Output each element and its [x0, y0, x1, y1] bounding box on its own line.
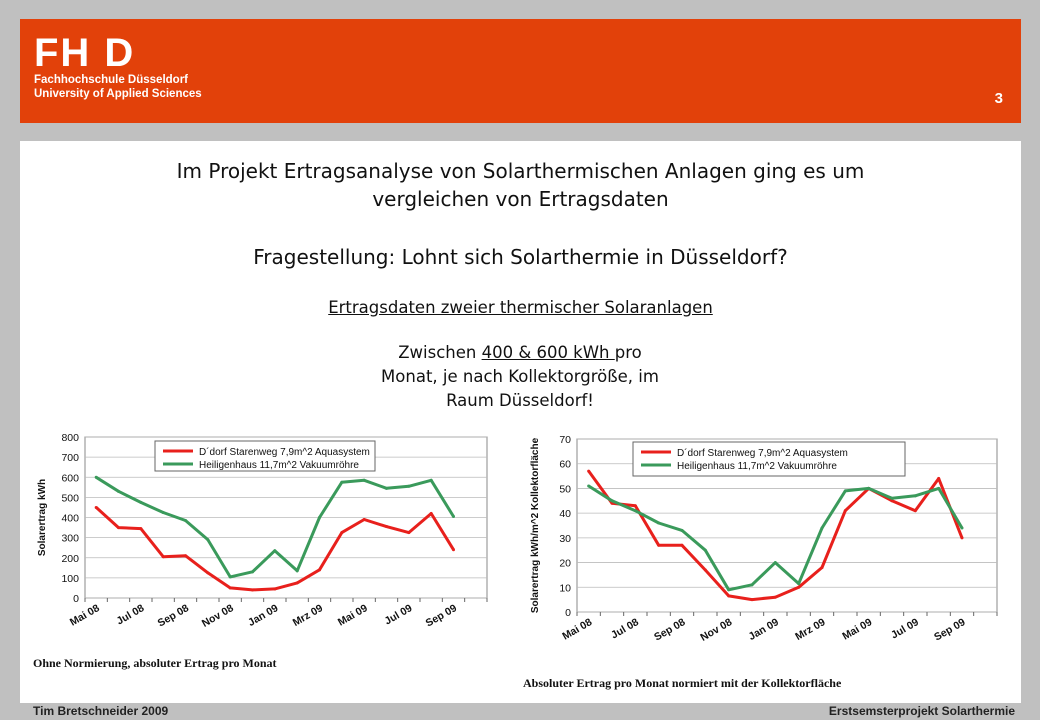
- x-tick-label: Jul 09: [382, 602, 415, 628]
- x-tick-label: Jan 09: [246, 602, 281, 629]
- data-point: [206, 571, 209, 574]
- footer-project: Erstsemsterprojekt Solarthermie: [828, 704, 1015, 718]
- x-tick-label: Mrz 09: [290, 602, 325, 629]
- y-tick-label: 200: [61, 552, 79, 565]
- x-tick-label: Jul 08: [609, 616, 641, 642]
- data-point: [704, 568, 707, 571]
- data-point: [430, 479, 433, 482]
- x-tick-label: Jul 08: [114, 602, 147, 628]
- data-point: [273, 587, 276, 590]
- y-tick-label: 10: [559, 582, 571, 595]
- data-point: [587, 484, 590, 487]
- data-point: [95, 476, 98, 479]
- legend-label: Heiligenhaus 11,7m^2 Vakuumröhre: [677, 461, 837, 472]
- y-tick-label: 70: [559, 434, 571, 446]
- data-point: [407, 531, 410, 534]
- data-point: [704, 549, 707, 552]
- fhd-logo: [34, 33, 202, 101]
- y-tick-label: 300: [61, 532, 79, 545]
- data-point: [340, 531, 343, 534]
- data-point: [139, 527, 142, 530]
- data-point: [821, 526, 824, 529]
- data-point: [363, 479, 366, 482]
- data-point: [751, 598, 754, 601]
- x-tick-label: Mai 08: [560, 616, 595, 643]
- logo-line-2: University of Applied Sciences: [34, 88, 202, 100]
- data-point: [117, 490, 120, 493]
- data-point: [229, 575, 232, 578]
- logo-letters: FH D: [34, 31, 136, 75]
- data-point: [634, 509, 637, 512]
- data-point: [774, 596, 777, 599]
- y-tick-label: 50: [559, 483, 571, 496]
- x-tick-label: Mai 09: [840, 616, 875, 643]
- data-point: [751, 583, 754, 586]
- data-point: [844, 509, 847, 512]
- y-tick-label: 700: [61, 452, 79, 465]
- question-text: Fragestellung: Lohnt sich Solarthermie in Düsseldorf?: [253, 245, 788, 269]
- data-point: [961, 526, 964, 529]
- x-tick-label: Mai 08: [67, 602, 102, 629]
- data-point: [430, 512, 433, 515]
- data-point: [229, 586, 232, 589]
- x-tick-label: Nov 08: [698, 616, 735, 644]
- y-tick-label: 30: [559, 532, 571, 545]
- chart-caption-normalized: Absoluter Ertrag pro Monat normiert mit der Kollektorfläche: [523, 676, 842, 690]
- data-point: [385, 487, 388, 490]
- x-tick-label: Mai 09: [335, 602, 370, 629]
- data-point: [184, 554, 187, 557]
- header-banner: [20, 19, 1021, 123]
- data-point: [407, 485, 410, 488]
- y-tick-label: 60: [559, 458, 571, 471]
- intro-line-1: Im Projekt Ertragsanalyse von Solarthermischen Anlagen ging es um: [176, 159, 865, 183]
- data-point: [797, 586, 800, 589]
- data-point: [117, 526, 120, 529]
- y-tick-label: 600: [61, 472, 79, 485]
- data-point: [340, 481, 343, 484]
- footer-author: Tim Bretschneider 2009: [33, 704, 169, 718]
- x-tick-label: Sep 09: [423, 602, 459, 630]
- x-tick-label: Mrz 09: [793, 616, 828, 643]
- range-prefix: Zwischen: [398, 343, 482, 362]
- data-point: [797, 582, 800, 585]
- y-axis-label: Solarertrag kWh/m^2 Kollektorfläche: [530, 437, 541, 614]
- data-point: [452, 548, 455, 551]
- section-subtitle: Ertragsdaten zweier thermischer Solaranlagen: [328, 298, 713, 317]
- chart-caption-absolute: Ohne Normierung, absoluter Ertrag pro Monat: [33, 656, 277, 670]
- data-point: [821, 566, 824, 569]
- data-point: [162, 511, 165, 514]
- range-line-2: Monat, je nach Kollektorgröße, im: [381, 367, 659, 386]
- data-point: [184, 519, 187, 522]
- legend-label: D´dorf Starenweg 7,9m^2 Aquasystem: [199, 447, 370, 458]
- data-point: [961, 536, 964, 539]
- x-tick-label: Jan 09: [746, 616, 781, 643]
- data-point: [296, 569, 299, 572]
- legend-label: D´dorf Starenweg 7,9m^2 Aquasystem: [677, 448, 848, 459]
- chart-svg: [25, 425, 495, 653]
- legend-label: Heiligenhaus 11,7m^2 Vakuumröhre: [199, 460, 359, 471]
- data-point: [611, 499, 614, 502]
- range-value: 400 & 600 kWh: [481, 343, 615, 362]
- data-point: [385, 525, 388, 528]
- y-tick-label: 800: [61, 432, 79, 444]
- y-tick-label: 0: [73, 593, 79, 605]
- y-tick-label: 400: [61, 512, 79, 525]
- data-point: [251, 570, 254, 573]
- slide-number: 3: [994, 90, 1003, 107]
- data-point: [162, 555, 165, 558]
- data-point: [251, 588, 254, 591]
- y-tick-label: 40: [559, 508, 571, 521]
- intro-text: [20, 157, 1021, 213]
- data-point: [657, 544, 660, 547]
- intro-line-2: vergleichen von Ertragsdaten: [372, 187, 669, 211]
- range-text: [320, 341, 720, 413]
- data-point: [681, 529, 684, 532]
- chart-absolute-yield: [25, 425, 495, 653]
- data-point: [844, 489, 847, 492]
- range-line-3: Raum Düsseldorf!: [446, 391, 594, 410]
- data-point: [657, 522, 660, 525]
- data-point: [206, 538, 209, 541]
- x-tick-label: Sep 09: [932, 616, 968, 644]
- chart-svg: [520, 425, 1005, 675]
- y-tick-label: 500: [61, 492, 79, 505]
- data-point: [914, 509, 917, 512]
- y-tick-label: 100: [61, 572, 79, 585]
- y-axis-label: Solarertrag kWh: [37, 478, 48, 557]
- x-tick-label: Nov 08: [199, 602, 236, 630]
- data-point: [139, 501, 142, 504]
- data-point: [95, 506, 98, 509]
- data-point: [774, 561, 777, 564]
- data-point: [681, 544, 684, 547]
- data-point: [937, 487, 940, 490]
- x-tick-label: Sep 08: [155, 602, 191, 630]
- data-point: [318, 516, 321, 519]
- data-point: [937, 477, 940, 480]
- x-tick-label: Jul 09: [889, 616, 921, 642]
- data-point: [273, 549, 276, 552]
- data-point: [914, 494, 917, 497]
- range-suffix: pro: [614, 343, 642, 362]
- data-point: [296, 581, 299, 584]
- data-point: [634, 504, 637, 507]
- y-tick-label: 0: [565, 607, 571, 619]
- y-tick-label: 20: [559, 557, 571, 570]
- data-point: [452, 515, 455, 518]
- data-point: [587, 470, 590, 473]
- data-point: [867, 487, 870, 490]
- logo-line-1: Fachhochschule Düsseldorf: [34, 74, 189, 86]
- data-point: [891, 497, 894, 500]
- data-point: [727, 594, 730, 597]
- data-point: [727, 588, 730, 591]
- data-point: [318, 568, 321, 571]
- chart-normalized-yield: [520, 425, 1005, 675]
- data-point: [363, 518, 366, 521]
- x-tick-label: Sep 08: [652, 616, 688, 644]
